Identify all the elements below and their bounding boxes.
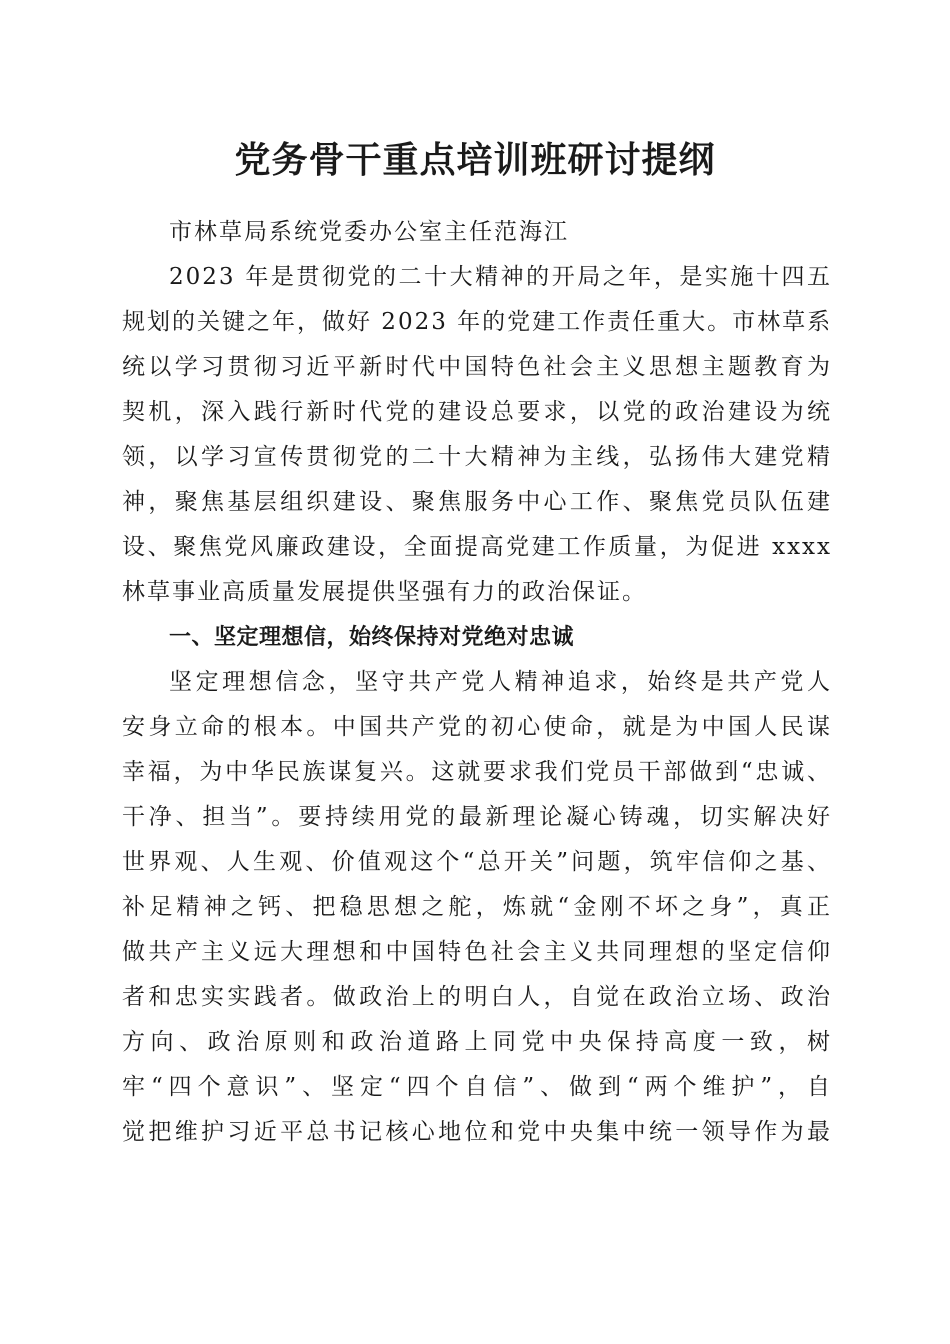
paragraph-2-line: 方向、政治原则和政治道路上同党中央保持高度一致，树 xyxy=(122,1029,832,1055)
section-1-heading: 一、坚定理想信，始终保持对党绝对忠诚 xyxy=(169,625,575,650)
paragraph-1-line: 2023 年是贯彻党的二十大精神的开局之年，是实施十四五 xyxy=(169,264,832,290)
paragraph-2-line: 牢“四个意识”、坚定“四个自信”、做到“两个维护”，自 xyxy=(122,1074,832,1100)
paragraph-2-line: 补足精神之钙、把稳思想之舵，炼就“金刚不坏之身”，真正 xyxy=(122,894,832,920)
paragraph-1-line: 统以学习贯彻习近平新时代中国特色社会主义思想主题教育为 xyxy=(122,354,832,380)
paragraph-2-line: 坚定理想信念，坚守共产党人精神追求，始终是共产党人 xyxy=(169,669,832,695)
author-line: 市林草局系统党委办公室主任范海江 xyxy=(169,219,569,245)
paragraph-1-line: 契机，深入践行新时代党的建设总要求，以党的政治建设为统 xyxy=(122,399,832,425)
paragraph-1-line: 规划的关键之年，做好 2023 年的党建工作责任重大。市林草系 xyxy=(122,309,833,335)
paragraph-2-line: 觉把维护习近平总书记核心地位和党中央集中统一领导作为最 xyxy=(122,1119,832,1145)
paragraph-2-line: 者和忠实实践者。做政治上的明白人，自觉在政治立场、政治 xyxy=(122,984,832,1010)
paragraph-1-line: 设、聚焦党风廉政建设，全面提高党建工作质量，为促进 xxxx xyxy=(122,534,832,560)
document-title: 党务骨干重点培训班研讨提纲 xyxy=(234,139,716,181)
paragraph-1-line: 领，以学习宣传贯彻党的二十大精神为主线，弘扬伟大建党精 xyxy=(122,444,832,470)
document-body xyxy=(122,210,832,1155)
paragraph-2-line: 世界观、人生观、价值观这个“总开关”问题，筑牢信仰之基、 xyxy=(122,849,832,875)
paragraph-2-line: 做共产主义远大理想和中国特色社会主义共同理想的坚定信仰 xyxy=(122,939,832,965)
paragraph-1-line: 林草事业高质量发展提供坚强有力的政治保证。 xyxy=(122,579,647,605)
paragraph-2-line: 幸福，为中华民族谋复兴。这就要求我们党员干部做到“忠诚、 xyxy=(122,759,832,785)
paragraph-2-line: 干净、担当”。要持续用党的最新理论凝心铸魂，切实解决好 xyxy=(122,804,832,830)
paragraph-2-line: 安身立命的根本。中国共产党的初心使命，就是为中国人民谋 xyxy=(122,714,832,740)
paragraph-1-line: 神，聚焦基层组织建设、聚焦服务中心工作、聚焦党员队伍建 xyxy=(122,489,832,515)
